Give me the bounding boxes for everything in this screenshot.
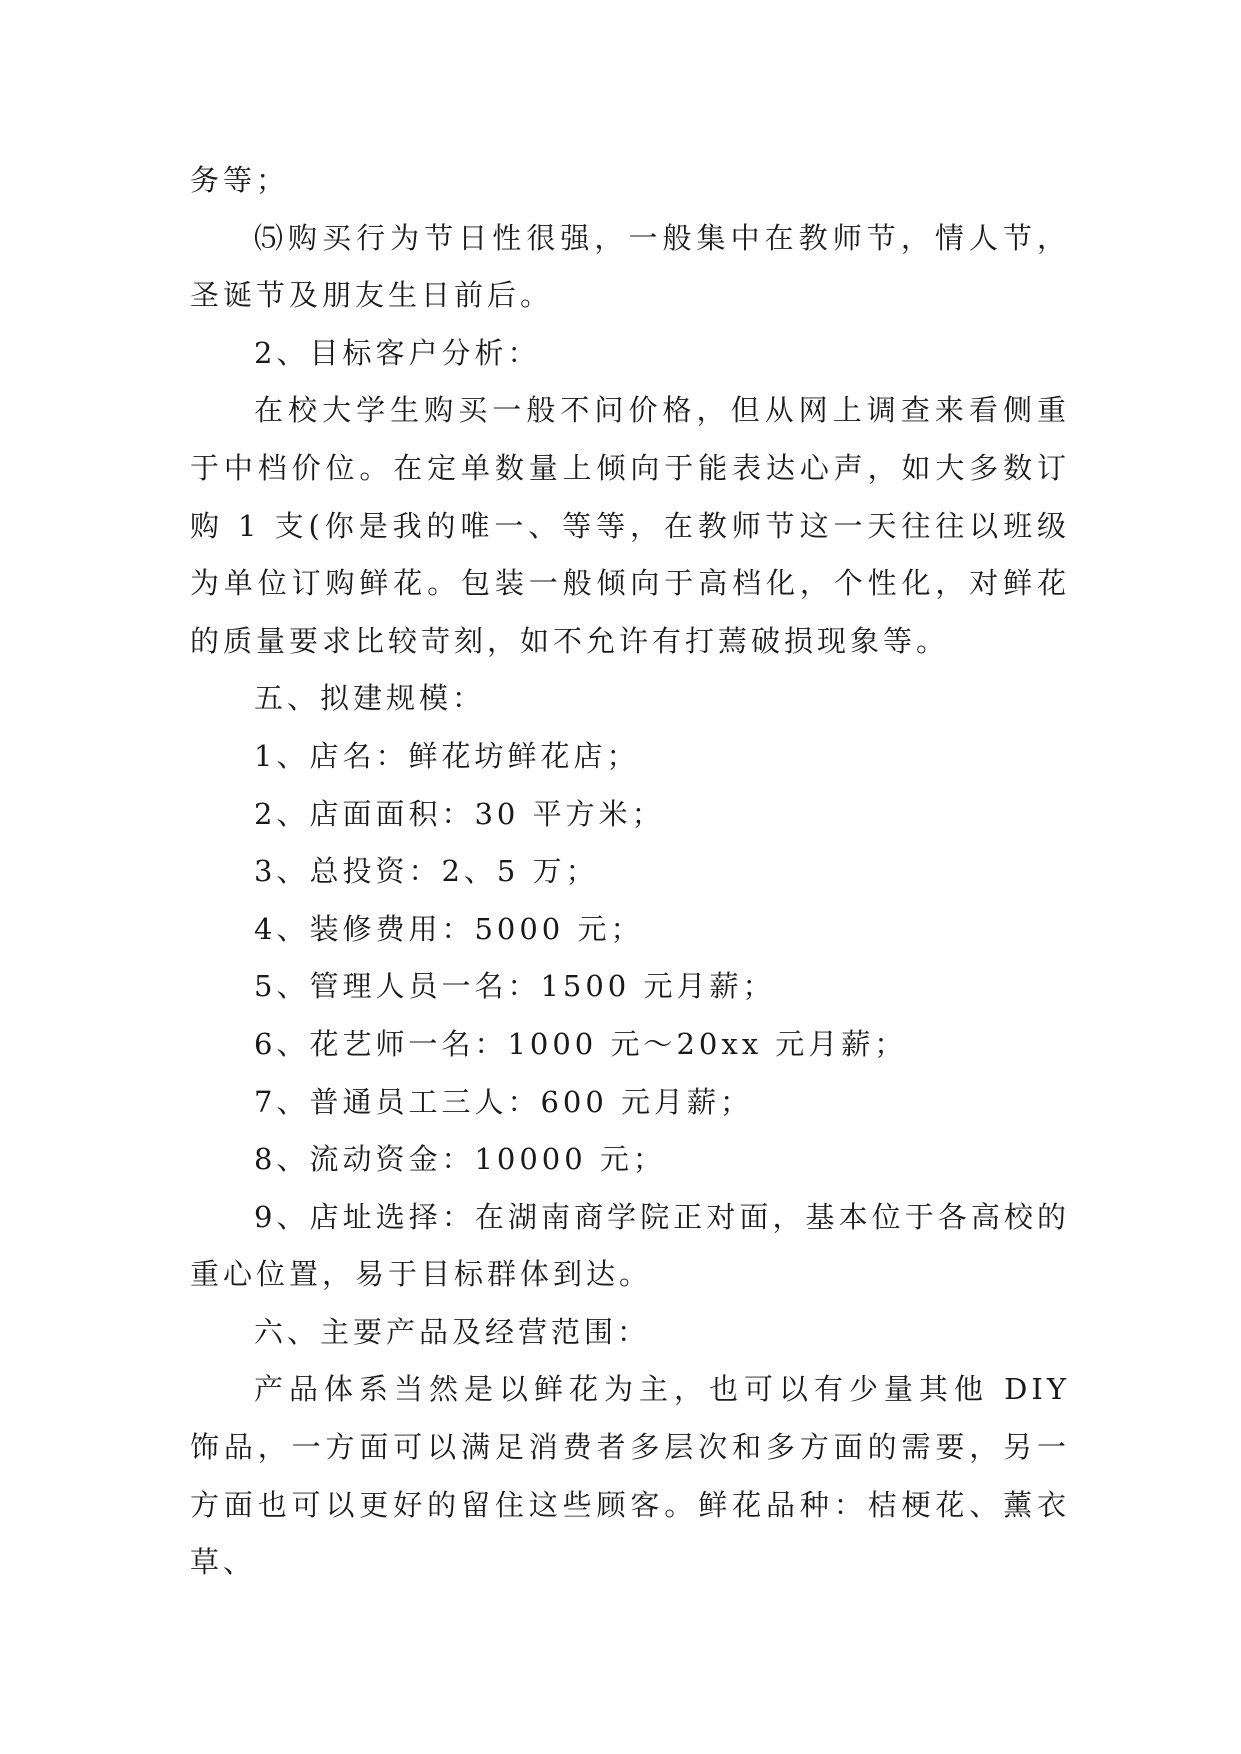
document-body [190,152,1070,1592]
heading-planned-scale: 五、拟建规模： [254,681,486,716]
list-item-total-investment: 3、总投资：2、5 万； [254,854,599,889]
paragraph-target-customer: 在校大学生购买一般不问价格，但从网上调查来看侧重于中档价位。在定单数量上倾向于能表达心声，如大多数订购 1 支(你是我的唯一、等等，在教师节这一天往往以班级为单位订购鲜花。包装一般倾向于高档化，个性化，对鲜花的质量要求比较苛刻，如不允许有打蔫破损现象等。 [190,393,1070,658]
paragraph-purchase-behavior: ⑸购买行为节日性很强，一般集中在教师节，情人节，圣诞节及朋友生日前后。 [190,220,1070,313]
list-item-staff: 7、普通员工三人：600 元月薪； [254,1084,754,1119]
heading-products-scope: 六、主要产品及经营范围： [254,1314,651,1349]
list-item-store-area: 2、店面面积：30 平方米； [254,796,665,831]
list-item-store-name: 1、店名：鲜花坊鲜花店； [254,738,640,773]
list-item-florist: 6、花艺师一名：1000 元～20xx 元月薪； [254,1026,908,1061]
list-item-working-capital: 8、流动资金：10000 元； [254,1142,666,1177]
paragraph-continuation: 务等； [190,163,290,197]
list-item-location: 9、店址选择：在湖南商学院正对面，基本位于各高校的重心位置，易于目标群体到达。 [190,1199,1070,1292]
heading-target-customer: 2、目标客户分析： [254,335,541,370]
list-item-decoration-cost: 4、装修费用：5000 元； [254,911,644,946]
paragraph-products: 产品体系当然是以鲜花为主，也可以有少量其他 DIY 饰品，一方面可以满足消费者多层次和多方面的需要，另一方面也可以更好的留住这些顾客。鲜花品种：桔梗花、薰衣草、 [190,1372,1070,1580]
list-item-manager: 5、管理人员一名：1500 元月薪； [254,969,776,1004]
